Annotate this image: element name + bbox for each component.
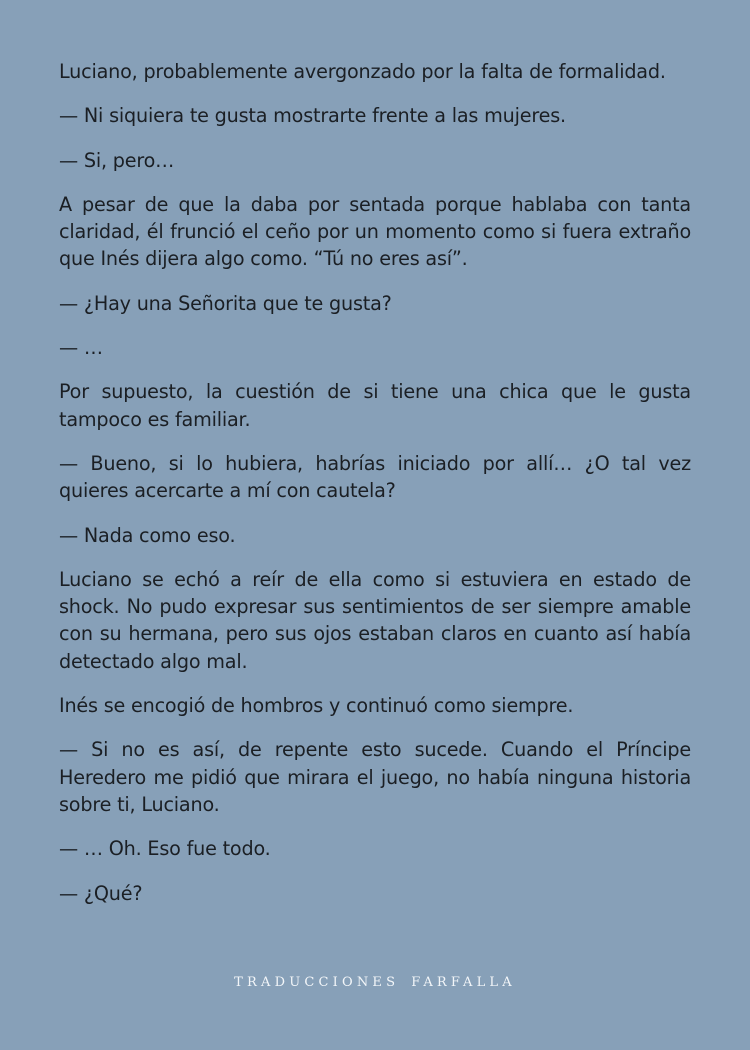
- footer-word-traducciones: TRADUCCIONES: [234, 975, 400, 990]
- story-text: [59, 58, 691, 924]
- dialogue-line: — Ni siquiera te gusta mostrarte frente a las mujeres.: [59, 104, 566, 128]
- paragraph: Por supuesto, la cuestión de si tiene una chica que le gusta tampoco es familiar.: [59, 380, 691, 431]
- footer-word-farfalla: FARFALLA: [411, 975, 516, 990]
- paragraph: Inés se encogió de hombros y continuó como siempre.: [59, 694, 574, 718]
- paragraph: Luciano, probablemente avergonzado por la falta de formalidad.: [59, 60, 666, 83]
- dialogue-line: — Nada como eso.: [59, 523, 236, 547]
- paragraph: A pesar de que la daba por sentada porque hablaba con tanta claridad, él frunció el ceño por un momento como si fuera extraño que Inés dijera algo como. “Tú no eres así”.: [59, 192, 691, 271]
- dialogue-line: — ¿Hay una Señorita que te gusta?: [59, 291, 392, 315]
- dialogue-line: — … Oh. Eso fue todo.: [59, 837, 271, 861]
- paragraph: Luciano se echó a reír de ella como si estuviera en estado de shock. No pudo expresar sus sentimientos de ser siempre amable con su hermana, pero sus ojos estaban claros en cuanto así había detectado algo mal.: [59, 567, 691, 673]
- dialogue-line: — Bueno, si lo hubiera, habrías iniciado por allí… ¿O tal vez quieres acercarte a mí con cautela?: [59, 451, 691, 503]
- dialogue-line: — Si, pero…: [59, 148, 175, 172]
- dialogue-line: — Si no es así, de repente esto sucede. Cuando el Príncipe Heredero me pidió que mirara el juego, no había ninguna historia sobre ti, Luciano.: [59, 738, 691, 816]
- footer-credit: [0, 975, 750, 990]
- dialogue-line: — …: [59, 336, 103, 360]
- dialogue-line: — ¿Qué?: [59, 881, 143, 905]
